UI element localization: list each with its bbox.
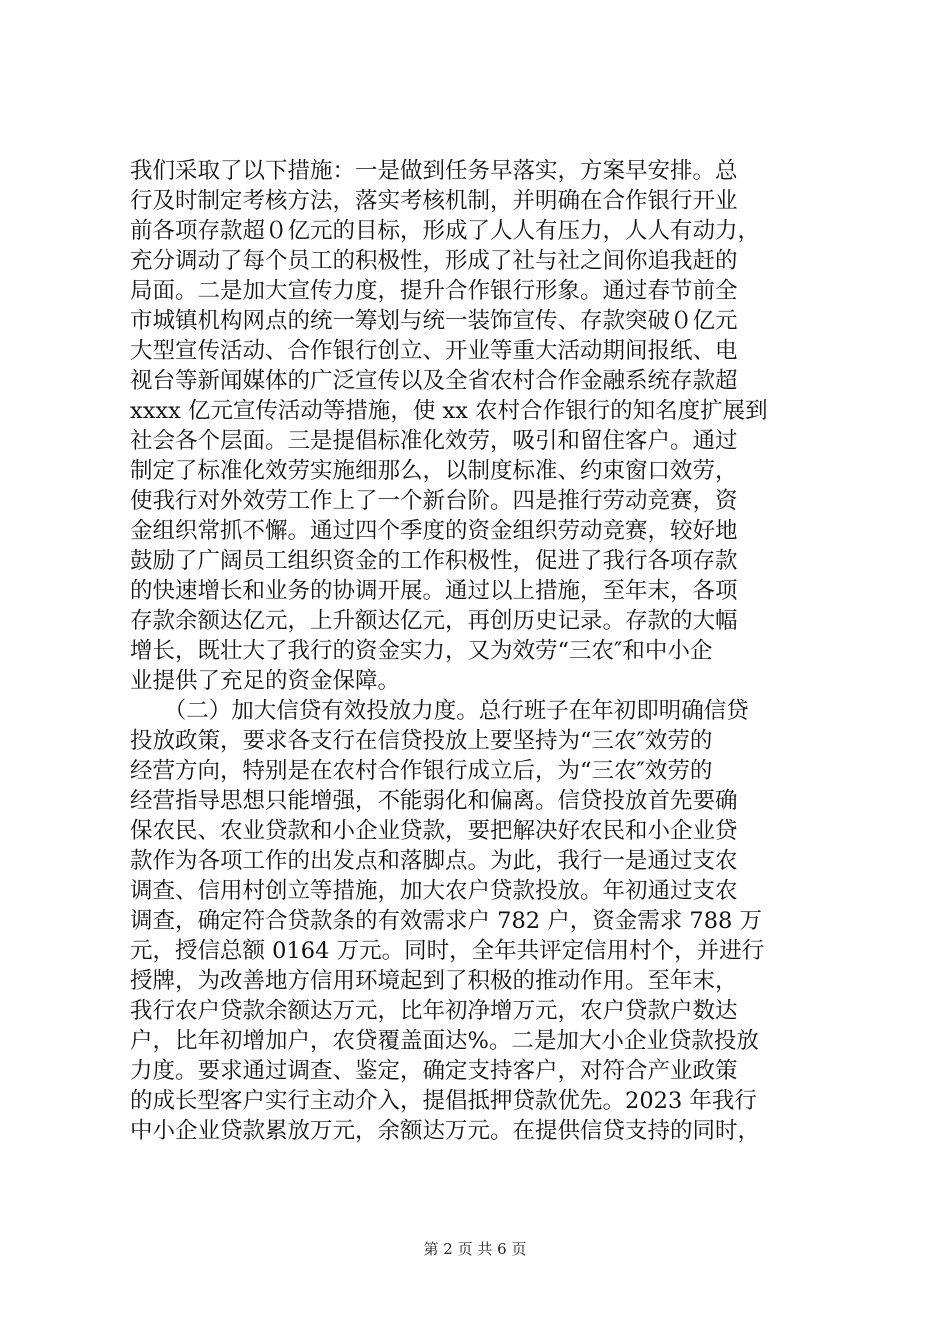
page-footer: 第 2 页 共 6 页 — [423, 1240, 527, 1258]
text-line: 增长，既壮大了我行的资金实力，又为效劳“三农″和中小企 — [130, 638, 713, 664]
text-line: 金组织常抓不懈。通过四个季度的资金组织劳动竞赛，较好地 — [130, 518, 738, 544]
text-line: 投放政策，要求各支行在信贷投放上要坚持为“三农″效劳的 — [130, 728, 713, 754]
text-line: 前各项存款超０亿元的目标，形成了人人有压力，人人有动力， — [130, 218, 761, 244]
text-line: 经营方向，特别是在农村合作银行成立后，为“三农″效劳的 — [130, 758, 713, 784]
text-line: 授牌，为改善地方信用环境起到了积极的推动作用。至年末， — [130, 968, 738, 994]
text-line: 款作为各项工作的出发点和落脚点。为此，我行一是通过支农 — [130, 848, 738, 874]
text-line: 鼓励了广阔员工组织资金的工作积极性，促进了我行各项存款 — [130, 548, 738, 574]
text-line: 的快速增长和业务的协调开展。通过以上措施，至年末，各项 — [130, 578, 738, 604]
text-line: 存款余额达亿元，上升额达亿元，再创历史记录。存款的大幅 — [130, 608, 738, 634]
text-line: 的成长型客户实行主动介入，提倡抵押贷款优先。2023 年我行 — [130, 1088, 757, 1114]
text-line: 元，授信总额 0164 万元。同时，全年共评定信用村个，并进行 — [130, 938, 765, 964]
text-line: 业提供了充足的资金保障。 — [130, 668, 401, 694]
text-line: 调查，确定符合贷款条的有效需求户 782 户，资金需求 788 万 — [130, 908, 763, 934]
text-line: 使我行对外效劳工作上了一个新台阶。四是推行劳动竞赛，资 — [130, 488, 738, 514]
text-line: 社会各个层面。三是提倡标准化效劳，吸引和留住客户。通过 — [130, 428, 738, 454]
text-line: 市城镇机构网点的统一筹划与统一装饰宣传、存款突破０亿元 — [130, 308, 738, 334]
text-line: 充分调动了每个员工的积极性，形成了社与社之间你追我赶的 — [130, 248, 738, 274]
text-line: 中小企业贷款累放万元，余额达万元。在提供信贷支持的同时， — [130, 1118, 761, 1144]
text-line: 制定了标准化效劳实施细那么，以制度标准、约束窗口效劳， — [130, 458, 738, 484]
text-line: 大型宣传活动、合作银行创立、开业等重大活动期间报纸、电 — [130, 338, 738, 364]
body-text — [130, 156, 830, 1146]
text-line: xxxx 亿元宣传活动等措施，使 xx 农村合作银行的知名度扩展到 — [130, 398, 768, 424]
text-line: 视台等新闻媒体的广泛宣传以及全省农村合作金融系统存款超 — [130, 368, 738, 394]
text-line: 户，比年初增加户，农贷覆盖面达%。二是加大小企业贷款投放 — [130, 1028, 759, 1054]
text-line: （二）加大信贷有效投放力度。总行班子在年初即明确信贷 — [130, 698, 749, 724]
text-line: 行及时制定考核方法，落实考核机制，并明确在合作银行开业 — [130, 188, 738, 214]
text-line: 局面。二是加大宣传力度，提升合作银行形象。通过春节前全 — [130, 278, 738, 304]
text-line: 经营指导思想只能增强，不能弱化和偏离。信贷投放首先要确 — [130, 788, 738, 814]
text-line: 我们采取了以下措施：一是做到任务早落实，方案早安排。总 — [130, 158, 738, 184]
text-line: 保农民、农业贷款和小企业贷款，要把解决好农民和小企业贷 — [130, 818, 738, 844]
text-line: 我行农户贷款余额达万元，比年初净增万元，农户贷款户数达 — [130, 998, 738, 1024]
text-line: 力度。要求通过调查、鉴定，确定支持客户，对符合产业政策 — [130, 1058, 738, 1084]
text-line: 调查、信用村创立等措施，加大农户贷款投放。年初通过支农 — [130, 878, 738, 904]
